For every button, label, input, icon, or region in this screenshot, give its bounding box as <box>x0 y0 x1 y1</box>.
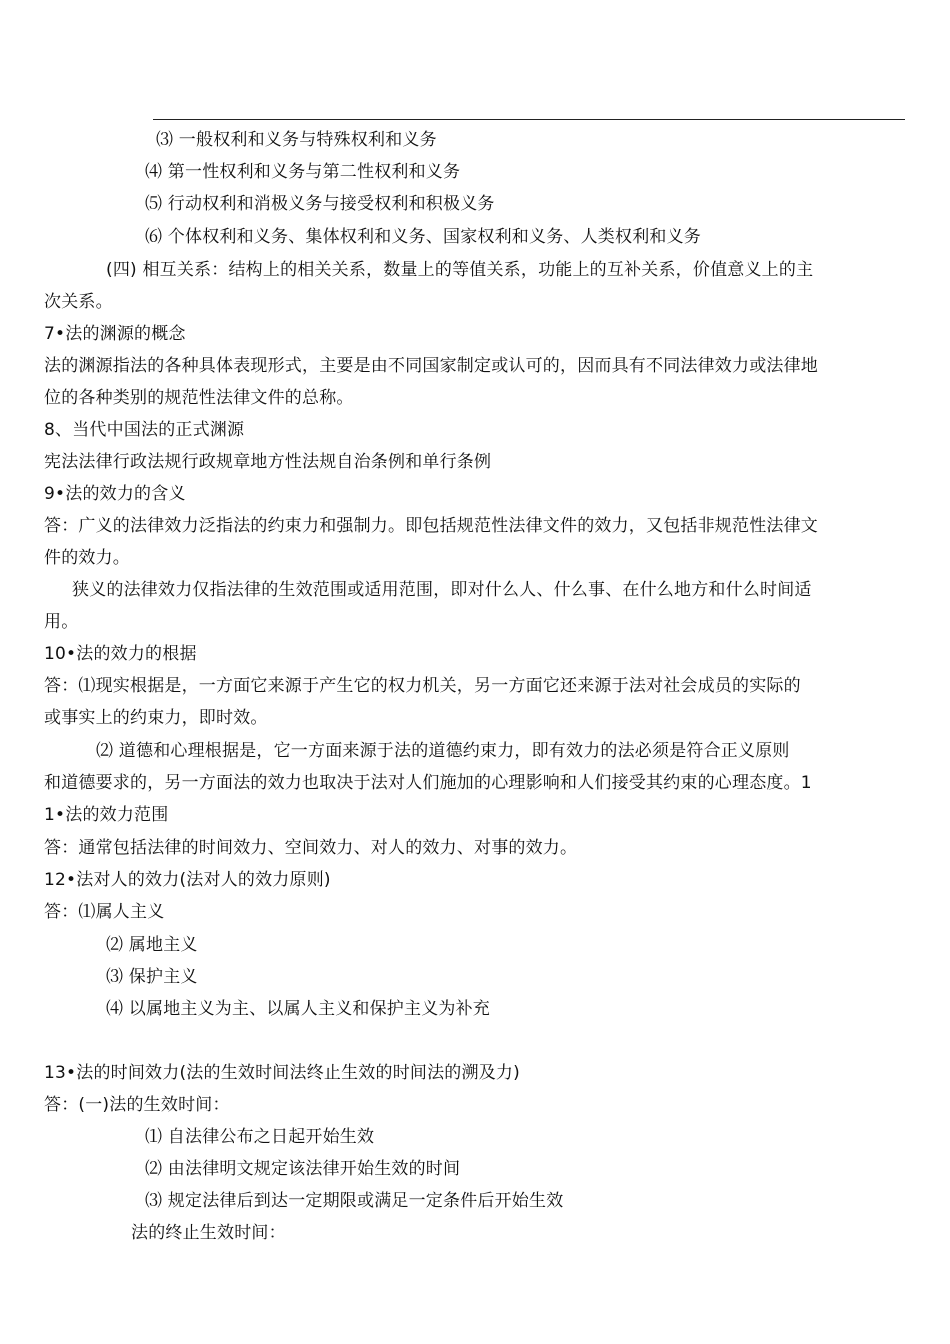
text-line: 答：⑴现实根据是，一方面它来源于产生它的权力机关，另一方面它还来源于法对社会成员的实际的 <box>44 676 801 696</box>
text-line: 狭义的法律效力仅指法律的生效范围或适用范围，即对什么人、什么事、在什么地方和什么时间适 <box>72 580 812 600</box>
text-line: ⑵ 道德和心理根据是，它一方面来源于法的道德约束力，即有效力的法必须是符合正义原则 <box>96 741 790 761</box>
section-heading: 13•法的时间效力(法的生效时间法终止生效的时间法的溯及力) <box>44 1063 520 1083</box>
section-heading: 9•法的效力的含义 <box>44 484 186 504</box>
text-line: 答：通常包括法律的时间效力、空间效力、对人的效力、对事的效力。 <box>44 838 578 858</box>
section-heading: 8、当代中国法的正式渊源 <box>44 420 245 440</box>
header-rule <box>153 119 905 120</box>
text-line: 或事实上的约束力，即时效。 <box>44 708 268 728</box>
text-line: ⑶ 一般权利和义务与特殊权利和义务 <box>156 130 437 150</box>
text-line: 答：广义的法律效力泛指法的约束力和强制力。即包括规范性法律文件的效力，又包括非规范性法律文 <box>44 516 818 536</box>
list-item: ⑶ 保护主义 <box>106 967 198 987</box>
text-line: 和道德要求的，另一方面法的效力也取决于法对人们施加的心理影响和人们接受其约束的心理态度。1 <box>44 773 812 793</box>
text-line: 件的效力。 <box>44 548 130 568</box>
text-line: 答：(一)法的生效时间： <box>44 1095 230 1115</box>
text-line: ⑸ 行动权利和消极义务与接受权利和积极义务 <box>145 194 495 214</box>
text-line: (四) 相互关系：结构上的相关关系，数量上的等值关系，功能上的互补关系，价值意义上的主 <box>106 260 814 280</box>
text-line: 法的终止生效时间： <box>131 1223 286 1243</box>
text-line: 位的各种类别的规范性法律文件的总称。 <box>44 388 354 408</box>
section-heading: 1•法的效力范围 <box>44 805 169 825</box>
section-heading: 7•法的渊源的概念 <box>44 324 186 344</box>
section-heading: 10•法的效力的根据 <box>44 644 197 664</box>
text-line: 次关系。 <box>44 292 113 312</box>
list-item: ⑵ 属地主义 <box>106 935 198 955</box>
text-line: 宪法法律行政法规行政规章地方性法规自治条例和单行条例 <box>44 452 492 472</box>
list-item: ⑶ 规定法律后到达一定期限或满足一定条件后开始生效 <box>145 1191 564 1211</box>
text-line: ⑷ 第一性权利和义务与第二性权利和义务 <box>145 162 461 182</box>
list-item: ⑷ 以属地主义为主、以属人主义和保护主义为补充 <box>106 999 491 1019</box>
text-line: 用。 <box>44 612 79 632</box>
list-item: ⑵ 由法律明文规定该法律开始生效的时间 <box>145 1159 461 1179</box>
text-line: ⑹ 个体权利和义务、集体权利和义务、国家权利和义务、人类权利和义务 <box>145 227 702 247</box>
list-item: ⑴ 自法律公布之日起开始生效 <box>145 1127 375 1147</box>
text-line: 法的渊源指法的各种具体表现形式，主要是由不同国家制定或认可的，因而具有不同法律效力或法律地 <box>44 356 818 376</box>
text-line: 答：⑴属人主义 <box>44 902 165 922</box>
section-heading: 12•法对人的效力(法对人的效力原则) <box>44 870 331 890</box>
